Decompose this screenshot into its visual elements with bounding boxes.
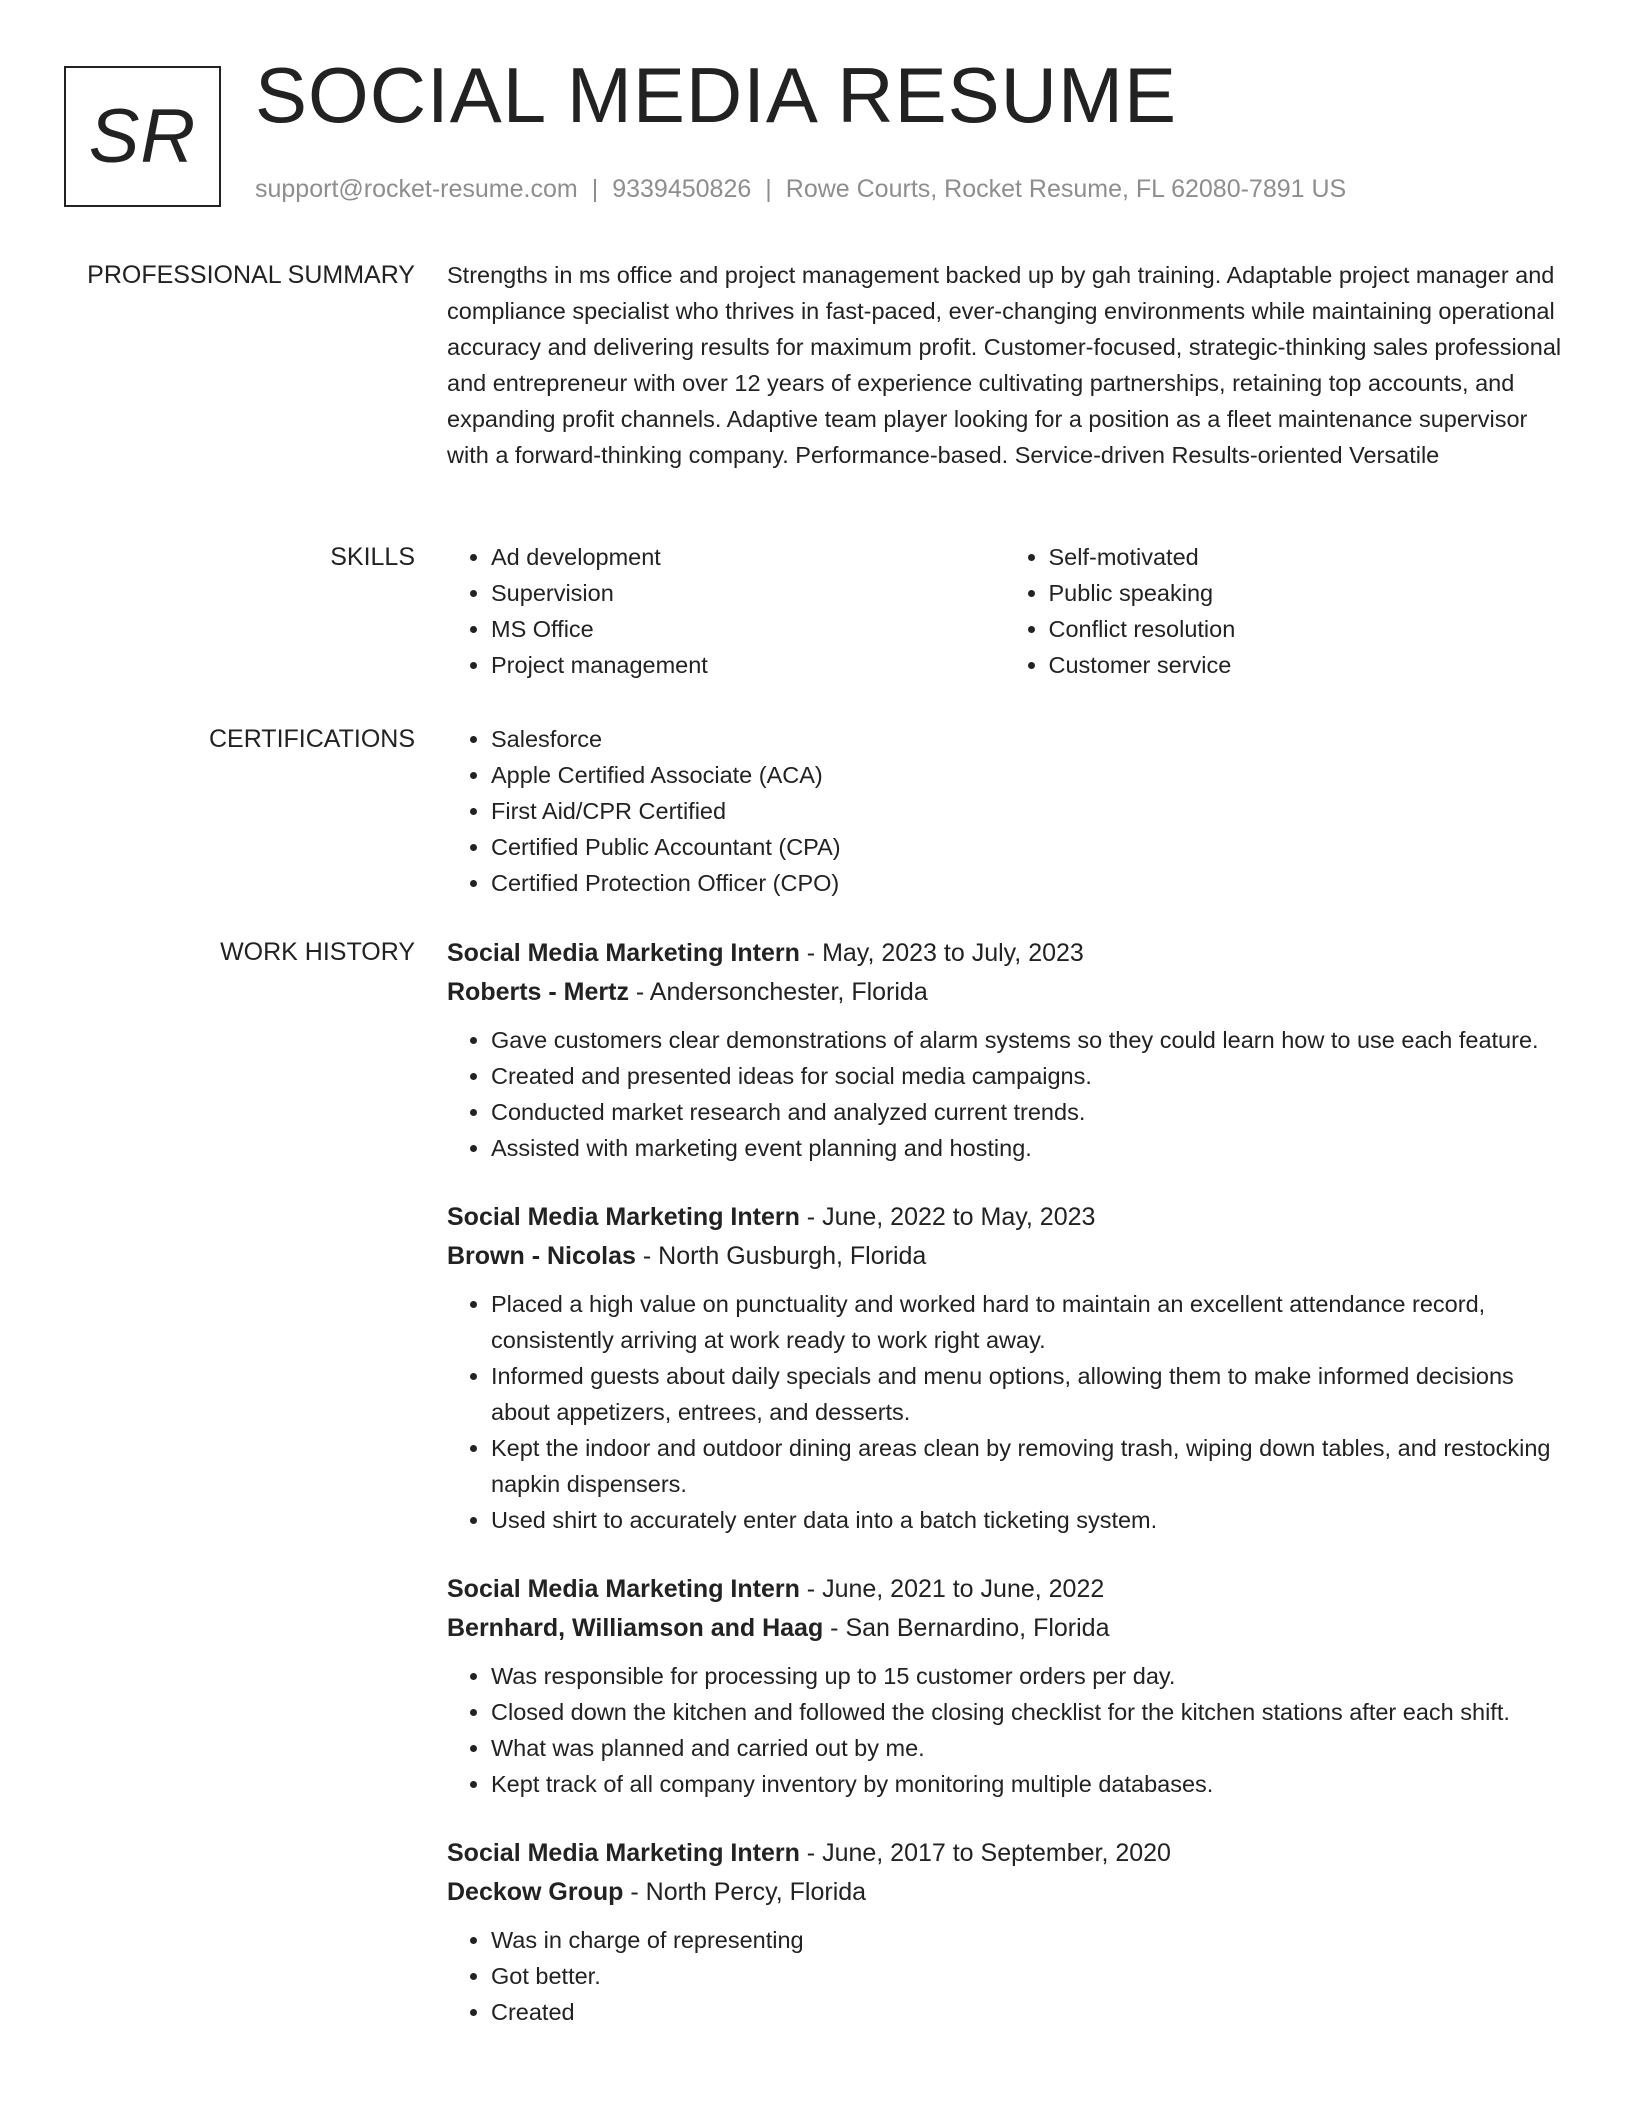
contact-address: Rowe Courts, Rocket Resume, FL 62080-7891 US: [785, 175, 1347, 203]
certifications-list: [447, 721, 1562, 901]
skill-item: • MS Office: [491, 611, 1005, 647]
section-label-summary: PROFESSIONAL SUMMARY: [87, 261, 415, 289]
section-label-skills: SKILLS: [330, 543, 415, 571]
contact-line: [255, 175, 1346, 204]
job-location: - North Percy, Florida: [623, 1878, 867, 1906]
job-duty: • Assisted with marketing event planning and hosting.: [491, 1130, 1562, 1166]
job-location: - Andersonchester, Florida: [628, 978, 928, 1006]
certification-item: • First Aid/CPR Certified: [491, 793, 1562, 829]
job-title-line: [447, 1570, 1562, 1609]
job-dates: - June, 2017 to September, 2020: [799, 1839, 1171, 1867]
contact-separator: |: [765, 175, 772, 203]
certifications-body: [447, 721, 1562, 901]
job-title: Social Media Marketing Intern: [447, 939, 800, 967]
job-company-line: [447, 1873, 1562, 1912]
summary-body: [447, 257, 1562, 473]
job-duty: • Used shirt to accurately enter data into a batch ticketing system.: [491, 1502, 1562, 1538]
job-duty: • Informed guests about daily specials and menu options, allowing them to make informed decisions about appetizers, entrees, and desserts.: [491, 1358, 1562, 1430]
certification-item: • Certified Protection Officer (CPO): [491, 865, 1562, 901]
job-duties-list: [447, 1022, 1562, 1166]
certification-item: • Certified Public Accountant (CPA): [491, 829, 1562, 865]
job-dates: - May, 2023 to July, 2023: [799, 939, 1084, 967]
skill-item: • Supervision: [491, 575, 1005, 611]
job-duties-list: [447, 1922, 1562, 2030]
job-title: Social Media Marketing Intern: [447, 1839, 800, 1867]
job-entry: [447, 1834, 1562, 2030]
section-label-work-history: WORK HISTORY: [220, 938, 415, 966]
contact-separator: |: [591, 175, 599, 203]
job-duty: • Kept track of all company inventory by monitoring multiple databases.: [491, 1766, 1562, 1802]
job-duty: • Placed a high value on punctuality and worked hard to maintain an excellent attendance record, consistently arriving at work ready to work right away.: [491, 1286, 1562, 1358]
job-title: Social Media Marketing Intern: [447, 1203, 800, 1231]
job-duty: • Got better.: [491, 1958, 1562, 1994]
job-company-line: [447, 973, 1562, 1012]
resume-title: SOCIAL MEDIA RESUME: [255, 51, 1177, 139]
job-duty: • Kept the indoor and outdoor dining areas clean by removing trash, wiping down tables, and restocking napkin dispensers.: [491, 1430, 1562, 1502]
certification-item: • Salesforce: [491, 721, 1562, 757]
monogram-logo: [64, 66, 221, 207]
section-label-certifications: CERTIFICATIONS: [208, 725, 415, 753]
job-duty: • Created and presented ideas for social media campaigns.: [491, 1058, 1562, 1094]
job-location: - San Bernardino, Florida: [823, 1614, 1110, 1642]
skill-item: • Ad development: [491, 539, 1005, 575]
contact-phone[interactable]: 9339450826: [612, 175, 752, 203]
skill-item: • Self-motivated: [1049, 539, 1563, 575]
job-entry: [447, 934, 1562, 1166]
job-dates: - June, 2021 to June, 2022: [799, 1575, 1105, 1603]
job-title-line: [447, 1198, 1562, 1237]
job-title-line: [447, 934, 1562, 973]
job-duty: • Was in charge of representing: [491, 1922, 1562, 1958]
contact-email[interactable]: support@rocket-resume.com: [255, 175, 578, 203]
skills-body: [447, 539, 1562, 683]
skills-list-left: [447, 539, 1005, 683]
job-title: Social Media Marketing Intern: [447, 1575, 800, 1603]
job-dates: - June, 2022 to May, 2023: [799, 1203, 1096, 1231]
job-duty: • Was responsible for processing up to 15 customer orders per day.: [491, 1658, 1562, 1694]
job-duties-list: [447, 1658, 1562, 1802]
job-location: - North Gusburgh, Florida: [635, 1242, 927, 1270]
job-duty: • Gave customers clear demonstrations of alarm systems so they could learn how to use each feature.: [491, 1022, 1562, 1058]
job-company: Roberts - Mertz: [447, 978, 629, 1006]
job-entry: [447, 1570, 1562, 1802]
job-duty: • Conducted market research and analyzed current trends.: [491, 1094, 1562, 1130]
job-company: Brown - Nicolas: [447, 1242, 636, 1270]
job-title-line: [447, 1834, 1562, 1873]
job-company-line: [447, 1237, 1562, 1276]
certification-item: • Apple Certified Associate (ACA): [491, 757, 1562, 793]
work-history-body: [447, 934, 1562, 2062]
job-company: Bernhard, Williamson and Haag: [447, 1614, 824, 1642]
skill-item: • Customer service: [1049, 647, 1563, 683]
skill-item: • Conflict resolution: [1049, 611, 1563, 647]
job-duty: • Created: [491, 1994, 1562, 2030]
job-company-line: [447, 1609, 1562, 1648]
summary-text: Strengths in ms office and project management backed up by gah training. Adaptable project manager and compliance specialist who thrives in fast-paced, ever-changing environments while maintaining operational accuracy and delivering results for maximum profit. Customer-focused, strategic-thinking sales professional and entrepreneur with over 12 years of experience cultivating partnerships, retaining top accounts, and expanding profit channels. Adaptive team player looking for a position as a fleet maintenance supervisor with a forward-thinking company. Performance-based. Service-driven Results-oriented Versatile: [447, 262, 1562, 468]
job-entry: [447, 1198, 1562, 1538]
monogram-initials: SR: [88, 94, 197, 179]
skill-item: • Public speaking: [1049, 575, 1563, 611]
job-duty: • What was planned and carried out by me.: [491, 1730, 1562, 1766]
skills-list-right: [1005, 539, 1563, 683]
job-company: Deckow Group: [447, 1878, 624, 1906]
job-duty: • Closed down the kitchen and followed the closing checklist for the kitchen stations after each shift.: [491, 1694, 1562, 1730]
skill-item: • Project management: [491, 647, 1005, 683]
job-duties-list: [447, 1286, 1562, 1538]
